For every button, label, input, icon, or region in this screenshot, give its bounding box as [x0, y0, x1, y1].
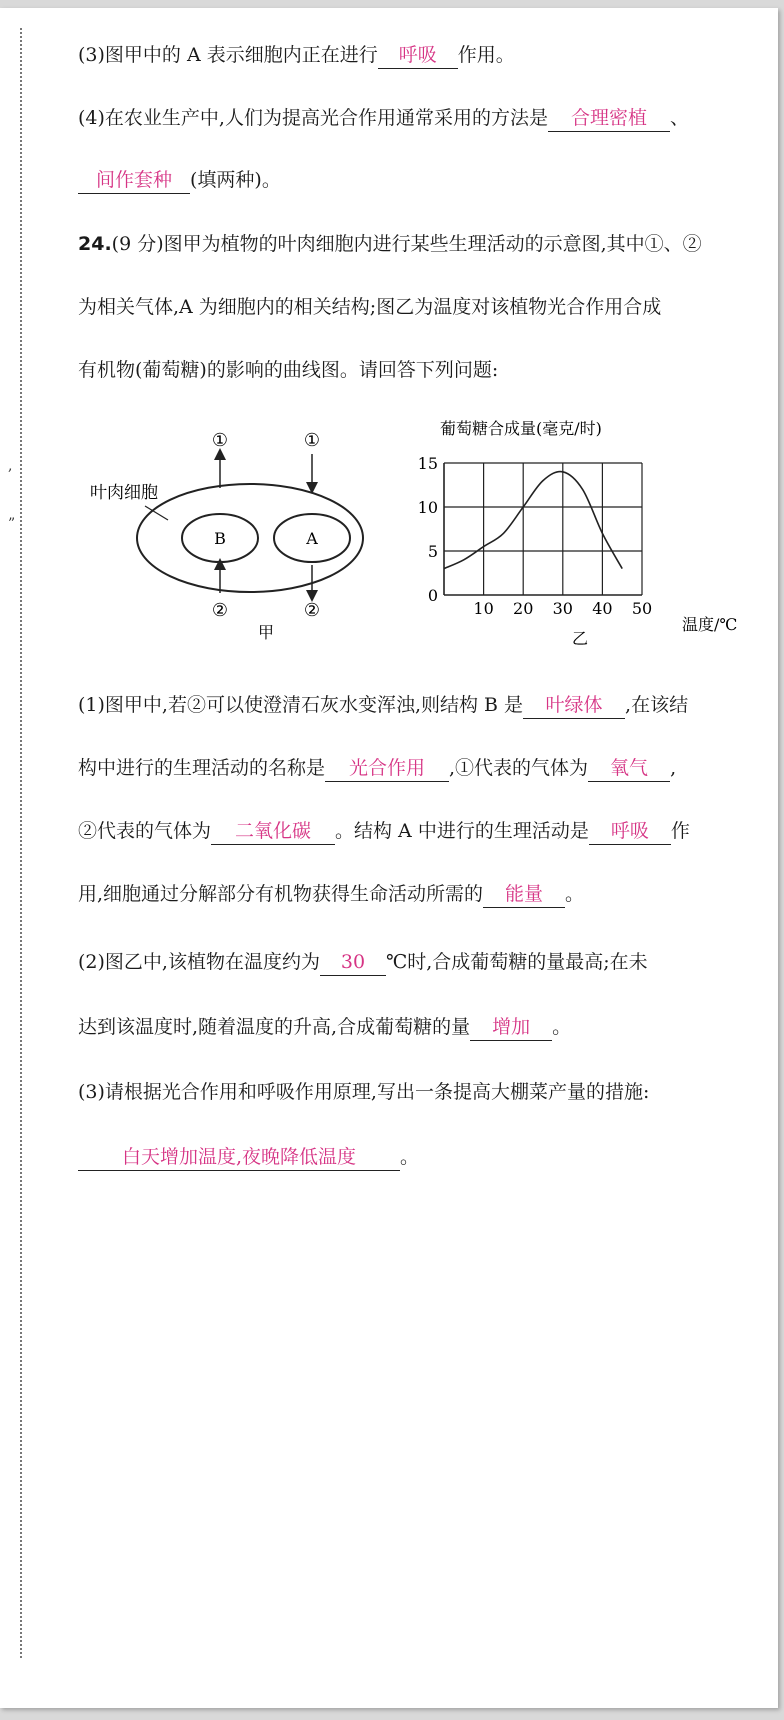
text-line — [78, 1013, 571, 1041]
text-line — [78, 1143, 419, 1171]
text-run: 作 — [670, 820, 690, 842]
text-run: 达到该温度时,随着温度的升高,合成葡萄糖的量 — [78, 1016, 471, 1038]
text-run: ℃时,合成葡萄糖的量最高;在未 — [385, 951, 648, 973]
text-run: 。 — [552, 1016, 572, 1038]
chart-title: 葡萄糖合成量(毫克/时) — [440, 419, 602, 438]
answer-blank: 间作套种 — [78, 167, 190, 194]
text-run: 构中进行的生理活动的名称是 — [78, 757, 326, 779]
text-run: ,①代表的气体为 — [449, 757, 589, 779]
text-run: ,在该结 — [625, 694, 689, 716]
figure-yi-caption: 乙 — [571, 629, 589, 648]
text-run: (9 分)图甲为植物的叶肉细胞内进行某些生理活动的示意图,其中①、② — [111, 233, 702, 255]
text-run: (4)在农业生产中,人们为提高光合作用通常采用的方法是 — [78, 107, 548, 129]
text-line — [78, 41, 515, 69]
leaf-cell-outline — [137, 484, 363, 592]
x-tick-label: 20 — [513, 599, 534, 618]
y-tick-label: 0 — [427, 586, 438, 605]
text-run: ②代表的气体为 — [78, 820, 212, 842]
answer-blank: 30 — [320, 949, 386, 976]
x-tick-label: 10 — [473, 599, 494, 618]
answer-blank: 叶绿体 — [523, 692, 625, 719]
text-line — [78, 293, 661, 321]
question-number: 24. — [78, 233, 112, 255]
x-tick-label: 40 — [592, 599, 613, 618]
glucose-curve — [444, 472, 622, 569]
figure-jia-cell-diagram — [90, 428, 390, 648]
answer-blank: 光合作用 — [325, 755, 449, 782]
text-line — [78, 356, 498, 384]
answer-blank: 呼吸 — [589, 818, 671, 845]
text-run: 为相关气体,A 为细胞内的相关结构;图乙为温度对该植物光合作用合成 — [78, 296, 662, 318]
gas-1-label-left: ① — [211, 430, 229, 451]
text-run: (3)图甲中的 A 表示细胞内正在进行 — [78, 44, 378, 66]
text-run: 。结构 A 中进行的生理活动是 — [335, 820, 589, 842]
y-tick-label: 15 — [417, 454, 438, 473]
x-tick-label: 30 — [552, 599, 573, 618]
text-run: (2)图乙中,该植物在温度约为 — [78, 951, 320, 973]
structure-b-label: B — [214, 529, 226, 548]
text-run: 有机物(葡萄糖)的影响的曲线图。请回答下列问题: — [78, 359, 499, 381]
text-line — [78, 104, 689, 132]
answer-blank: 二氧化碳 — [211, 818, 335, 845]
worksheet-page — [0, 8, 778, 1708]
text-run: (填两种)。 — [190, 169, 281, 191]
figure-jia-caption: 甲 — [257, 623, 275, 642]
y-tick-label: 10 — [417, 498, 438, 517]
text-line — [78, 691, 688, 719]
leaf-cell-label: 叶肉细胞 — [90, 483, 158, 503]
text-run: 。 — [565, 883, 585, 905]
text-line — [78, 880, 584, 908]
structure-a-label: A — [306, 529, 318, 548]
text-line — [78, 754, 676, 782]
text-line — [78, 817, 690, 845]
margin-mark: , — [8, 458, 13, 474]
binding-margin-line — [20, 28, 22, 1658]
text-run: 、 — [669, 107, 689, 129]
text-run: (3)请根据光合作用和呼吸作用原理,写出一条提高大棚菜产量的措施: — [78, 1081, 650, 1103]
text-run: 。 — [400, 1146, 420, 1168]
text-run: , — [670, 757, 677, 779]
gas-1-label-right: ① — [303, 430, 321, 451]
y-tick-label: 5 — [427, 542, 438, 561]
text-run: (1)图甲中,若②可以使澄清石灰水变浑浊,则结构 B 是 — [78, 694, 524, 716]
text-run: 作用。 — [457, 44, 515, 66]
answer-blank: 合理密植 — [548, 105, 670, 132]
text-line — [78, 166, 281, 194]
text-line — [78, 230, 702, 258]
text-line — [78, 948, 648, 976]
text-run: 用,细胞通过分解部分有机物获得生命活动所需的 — [78, 883, 484, 905]
chart-xlabel: 温度/℃ — [682, 615, 738, 634]
answer-blank: 氧气 — [588, 755, 670, 782]
answer-blank: 呼吸 — [378, 42, 458, 69]
answer-blank: 能量 — [483, 881, 565, 908]
gas-2-label-left: ② — [211, 600, 229, 621]
gas-2-label-right: ② — [303, 600, 321, 621]
figure-yi-chart — [417, 418, 750, 648]
answer-blank: 白天增加温度,夜晚降低温度 — [78, 1144, 400, 1171]
text-line — [78, 1078, 649, 1106]
answer-blank: 增加 — [470, 1014, 552, 1041]
margin-mark: ” — [8, 516, 16, 532]
x-tick-label: 50 — [631, 599, 653, 618]
